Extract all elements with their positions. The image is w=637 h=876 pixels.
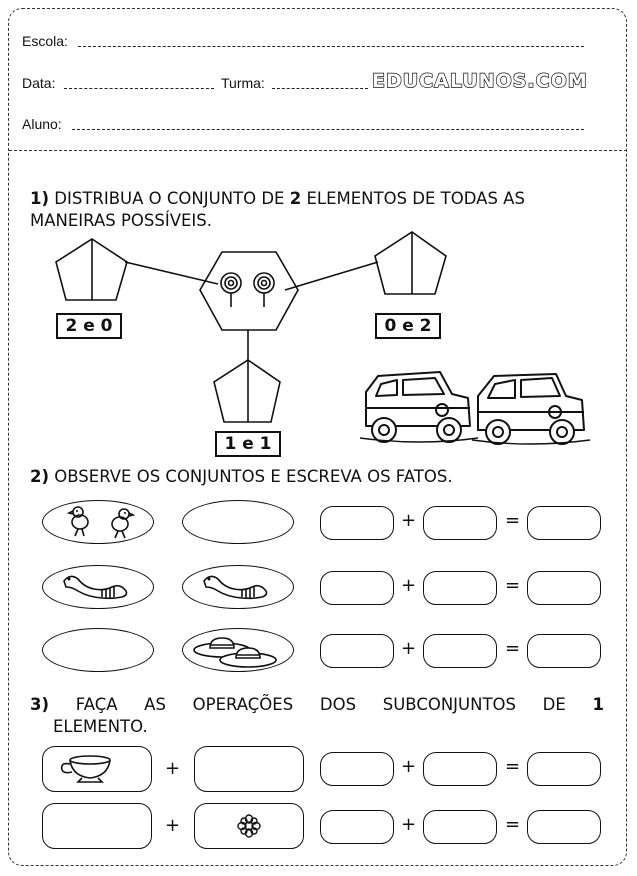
car-icon bbox=[360, 372, 478, 442]
answer-box[interactable] bbox=[320, 506, 394, 540]
pentagon-bottom bbox=[214, 360, 280, 422]
worm-icon bbox=[42, 565, 154, 609]
flower-icon bbox=[194, 803, 304, 849]
question-3-bold-number: 1 bbox=[592, 695, 604, 714]
connector-right bbox=[285, 262, 378, 290]
question-2-number: 2) bbox=[30, 467, 50, 486]
pentagon-right bbox=[375, 232, 446, 294]
worm-icon bbox=[182, 565, 294, 609]
answer-box[interactable] bbox=[527, 571, 601, 605]
question-2 bbox=[30, 466, 610, 488]
plus-sign: + bbox=[401, 814, 417, 835]
answer-box[interactable] bbox=[527, 810, 601, 844]
question-3-text: FAÇA AS OPERAÇÕES DOS SUBCONJUNTOS DE bbox=[75, 695, 593, 714]
equals-sign: = bbox=[505, 756, 521, 777]
date-label: Data: bbox=[22, 75, 56, 91]
question-3-line-1 bbox=[30, 694, 604, 716]
plus-sign: + bbox=[401, 638, 417, 659]
tag-bottom: 1 e 1 bbox=[215, 431, 281, 457]
tag-right: 0 e 2 bbox=[375, 313, 441, 339]
lollipop-icon bbox=[221, 273, 241, 307]
subset-box[interactable] bbox=[194, 746, 304, 792]
plus-sign: + bbox=[401, 575, 417, 596]
answer-box[interactable] bbox=[423, 810, 497, 844]
car-icon bbox=[472, 374, 590, 444]
answer-box[interactable] bbox=[320, 752, 394, 786]
site-logo: EDUCALUNOS.COM bbox=[372, 70, 588, 92]
answer-box[interactable] bbox=[423, 571, 497, 605]
question-2-text: OBSERVE OS CONJUNTOS E ESCREVA OS FATOS. bbox=[54, 467, 453, 486]
plus-sign: + bbox=[165, 815, 181, 836]
answer-box[interactable] bbox=[527, 634, 601, 668]
plus-sign: + bbox=[401, 756, 417, 777]
answer-box[interactable] bbox=[320, 634, 394, 668]
school-label: Escola: bbox=[22, 33, 68, 49]
equals-sign: = bbox=[505, 638, 521, 659]
set-oval bbox=[42, 628, 154, 672]
question-1-number: 1) bbox=[30, 189, 50, 208]
plus-sign: + bbox=[165, 758, 181, 779]
student-label: Aluno: bbox=[22, 116, 62, 132]
equals-sign: = bbox=[505, 814, 521, 835]
hexagon-set bbox=[200, 252, 298, 330]
question-3-number: 3) bbox=[30, 695, 50, 714]
answer-box[interactable] bbox=[423, 506, 497, 540]
answer-box[interactable] bbox=[423, 752, 497, 786]
tag-left: 2 e 0 bbox=[56, 313, 122, 339]
subset-box[interactable] bbox=[42, 803, 152, 849]
answer-box[interactable] bbox=[527, 752, 601, 786]
hats-icon bbox=[182, 628, 294, 672]
connector-left bbox=[125, 262, 218, 284]
birds-icon bbox=[42, 500, 154, 544]
answer-box[interactable] bbox=[320, 571, 394, 605]
answer-box[interactable] bbox=[527, 506, 601, 540]
lollipop-icon bbox=[254, 273, 274, 307]
set-oval bbox=[182, 500, 294, 544]
equals-sign: = bbox=[505, 510, 521, 531]
class-label: Turma: bbox=[221, 75, 265, 91]
answer-box[interactable] bbox=[320, 810, 394, 844]
cup-icon bbox=[42, 746, 152, 792]
answer-box[interactable] bbox=[423, 634, 497, 668]
equals-sign: = bbox=[505, 575, 521, 596]
question-1-text: DISTRIBUA O CONJUNTO DE 2 ELEMENTOS DE TODAS AS MANEIRAS POSSÍVEIS. bbox=[30, 189, 525, 230]
question-3-line-2: ELEMENTO. bbox=[53, 717, 148, 736]
plus-sign: + bbox=[401, 510, 417, 531]
